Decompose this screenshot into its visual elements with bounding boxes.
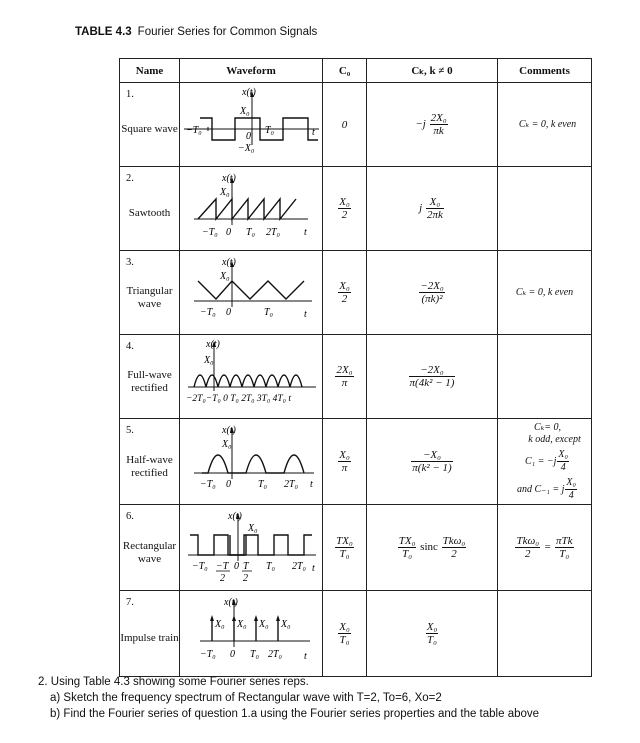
label-x0: X₀ xyxy=(215,619,225,630)
waveform-half-wave xyxy=(180,419,323,505)
row-name: Square wave xyxy=(121,123,178,135)
ck-num: TX₀ xyxy=(398,535,416,547)
row-c0 xyxy=(323,505,367,591)
full-wave-plot xyxy=(180,335,323,415)
label-t: t xyxy=(304,227,307,238)
c0-den: 2 xyxy=(338,208,351,221)
comment-line xyxy=(504,477,591,502)
row-c0 xyxy=(323,591,367,677)
c0-num: X₀ xyxy=(339,621,350,633)
row-name-cell xyxy=(120,591,180,677)
label-t0: T₀ xyxy=(250,649,260,660)
comment-line: Cₖ= 0, xyxy=(533,421,562,433)
c0-den: 2 xyxy=(338,292,351,305)
row-number: 7. xyxy=(126,597,134,608)
label-2t0: 2T₀ xyxy=(266,227,281,238)
c0-fraction xyxy=(335,535,354,560)
row-name-cell xyxy=(120,83,180,167)
label-neg-t-half: −T xyxy=(216,561,229,572)
row-number: 3. xyxy=(126,257,134,268)
ck-arg-den: 2 xyxy=(442,547,467,560)
comment-num: Tkω₀ xyxy=(516,535,540,547)
ck-den: T₀ xyxy=(427,634,437,646)
c0-num: X₀ xyxy=(339,449,350,461)
row-comment xyxy=(498,167,592,251)
table-caption: Fourier Series for Common Signals xyxy=(137,26,318,38)
label-axis: −2T₀−T₀ 0 T₀ 2T₀ 3T₀ 4T₀ t xyxy=(186,394,291,404)
table-row xyxy=(120,591,592,677)
comment-c1: C₁ = −j xyxy=(524,455,557,467)
sawtooth-wave-plot xyxy=(180,167,323,247)
comment-den: 4 xyxy=(557,461,569,474)
square-wave-plot xyxy=(180,83,323,163)
comment-num: πTk xyxy=(556,535,573,547)
row-ck xyxy=(367,167,498,251)
label-t: t xyxy=(312,127,315,138)
table-row xyxy=(120,335,592,419)
comment-den: T₀ xyxy=(555,547,574,560)
ck-fraction xyxy=(430,112,448,137)
ck-num: X₀ xyxy=(426,621,438,633)
ck-fraction xyxy=(426,621,439,646)
label-xt: x(t) xyxy=(222,173,236,184)
label-t0: T₀ xyxy=(246,227,256,238)
row-comment xyxy=(498,419,592,505)
ck-arg-num: Tkω₀ xyxy=(442,535,466,547)
c0-num: X₀ xyxy=(339,280,350,292)
comment-num: X₀ xyxy=(558,448,568,460)
comment-den: 4 xyxy=(565,489,577,502)
row-comment: Cₖ = 0, k even xyxy=(498,83,592,167)
ck-sinc-arg xyxy=(442,535,467,560)
comment-line: k odd, except xyxy=(528,433,581,445)
ck-den: T₀ xyxy=(398,547,417,560)
row-name: Impulse train xyxy=(120,632,179,644)
label-neg-x0: −X₀ xyxy=(238,143,255,154)
comment-line xyxy=(504,449,591,474)
label-neg-t0: −T₀ xyxy=(200,479,216,490)
row-name-cell xyxy=(120,419,180,505)
row-name: Rectangular wave xyxy=(122,539,177,565)
c0-num: 2X₀ xyxy=(336,364,353,376)
label-xt: x(t) xyxy=(222,425,236,436)
row-ck xyxy=(367,335,498,419)
ck-fraction xyxy=(411,449,452,474)
label-neg-t0: −T₀ xyxy=(202,227,218,238)
header-ck: Cₖ, k ≠ 0 xyxy=(367,59,498,83)
row-comment xyxy=(498,591,592,677)
header-c0: C₀ xyxy=(323,59,367,83)
c0-num: TX₀ xyxy=(336,535,353,547)
label-t: t xyxy=(312,563,315,574)
row-name: Triangular wave xyxy=(126,284,173,310)
row-ck xyxy=(367,591,498,677)
waveform-impulse xyxy=(180,591,323,677)
header-waveform: Waveform xyxy=(180,59,323,83)
label-t0: T₀ xyxy=(265,125,275,136)
label-t-half: T xyxy=(243,561,249,572)
comment-equals: = xyxy=(543,541,552,554)
ck-den: πk xyxy=(430,124,448,137)
row-name-cell xyxy=(120,335,180,419)
header-row xyxy=(120,59,592,83)
label-zero: 0 xyxy=(226,479,231,490)
comment-den: 2 xyxy=(515,547,540,560)
c0-fraction xyxy=(338,621,351,646)
label-neg-t0: −T₀ xyxy=(200,649,216,660)
table-row xyxy=(120,505,592,591)
comment-fraction xyxy=(557,449,569,474)
ck-fraction xyxy=(409,364,456,389)
waveform-full-wave xyxy=(180,335,323,419)
header-comments: Comments xyxy=(498,59,592,83)
label-zero: 0 xyxy=(226,227,231,238)
label-neg-t0: −T₀ xyxy=(186,125,202,136)
row-comment xyxy=(498,335,592,419)
row-number: 5. xyxy=(126,425,134,436)
waveform-rectangular xyxy=(180,505,323,591)
label-x0: X₀ xyxy=(281,619,291,630)
table-row xyxy=(120,167,592,251)
c0-den: T₀ xyxy=(335,547,354,560)
row-c0: 0 xyxy=(323,83,367,167)
c0-fraction xyxy=(338,449,351,474)
ck-den: 2πk xyxy=(426,209,443,221)
row-number: 2. xyxy=(126,173,134,184)
fourier-series-table xyxy=(119,58,592,677)
row-name: Sawtooth xyxy=(128,207,171,219)
label-t0: T₀ xyxy=(264,307,274,318)
row-name-cell xyxy=(120,251,180,335)
question-a: a) Sketch the frequency spectrum of Rectangular wave with T=2, To=6, Xo=2 xyxy=(50,692,442,704)
label-xt: x(t) xyxy=(222,257,236,268)
label-zero: 0 xyxy=(226,307,231,318)
rectangular-wave-plot xyxy=(180,505,323,587)
c0-fraction xyxy=(338,196,351,221)
label-x0: X₀ xyxy=(237,619,247,630)
row-number: 6. xyxy=(126,511,134,522)
waveform-sawtooth xyxy=(180,167,323,251)
ck-num: −2X₀ xyxy=(420,280,444,292)
row-name-cell xyxy=(120,167,180,251)
ck-den: π(k² − 1) xyxy=(412,462,452,474)
c0-num: X₀ xyxy=(339,196,350,208)
row-name: Half-wave rectified xyxy=(126,453,173,479)
row-ck xyxy=(367,83,498,167)
label-xt: x(t) xyxy=(206,339,220,350)
label-x0: X₀ xyxy=(222,439,232,450)
ck-den: π(4k² − 1) xyxy=(409,377,455,389)
label-zero: 0 xyxy=(246,131,251,142)
row-ck xyxy=(367,505,498,591)
label-t0: T₀ xyxy=(266,561,276,572)
question-block xyxy=(38,674,539,722)
row-name: Full-wave rectified xyxy=(127,368,172,394)
c0-fraction xyxy=(335,364,353,389)
row-c0 xyxy=(323,419,367,505)
row-name-cell xyxy=(120,505,180,591)
impulse-train-plot xyxy=(180,591,323,673)
comment-fraction xyxy=(515,535,540,560)
c0-den: T₀ xyxy=(339,634,350,646)
header-name: Name xyxy=(120,59,180,83)
label-zero: 0 xyxy=(230,649,235,660)
label-neg-t0: −T₀ xyxy=(200,307,216,318)
row-number: 1. xyxy=(126,89,134,100)
label-x0: X₀ xyxy=(259,619,269,630)
table-row xyxy=(120,251,592,335)
row-comment xyxy=(498,505,592,591)
label-x0: X₀ xyxy=(204,355,214,366)
c0-fraction xyxy=(338,280,351,305)
table-row xyxy=(120,419,592,505)
row-comment: Cₖ = 0, k even xyxy=(498,251,592,335)
row-ck xyxy=(367,419,498,505)
half-wave-plot xyxy=(180,419,323,501)
label-xt: x(t) xyxy=(228,511,242,522)
table-number: TABLE 4.3 xyxy=(75,26,132,38)
label-t: t xyxy=(304,309,307,320)
ck-num: X₀ xyxy=(429,196,441,208)
comment-fraction xyxy=(555,535,574,560)
row-ck xyxy=(367,251,498,335)
ck-fraction xyxy=(398,535,417,560)
ck-fraction xyxy=(426,196,444,221)
row-c0 xyxy=(323,251,367,335)
comment-num: X₀ xyxy=(566,476,577,488)
label-xt: x(t) xyxy=(224,597,238,608)
label-two: 2 xyxy=(243,573,248,584)
row-c0 xyxy=(323,335,367,419)
label-t: t xyxy=(310,479,313,490)
label-2t0: 2T₀ xyxy=(292,561,307,572)
label-zero: 0 xyxy=(234,561,239,572)
row-number: 4. xyxy=(126,341,134,352)
table-title xyxy=(75,26,317,38)
question-main: 2. Using Table 4.3 showing some Fourier series reps. xyxy=(38,676,309,688)
ck-num: −X₀ xyxy=(423,449,441,461)
label-x0: X₀ xyxy=(248,523,258,534)
ck-fraction xyxy=(419,280,444,305)
label-2t0: 2T₀ xyxy=(268,649,283,660)
ck-prefix: j xyxy=(419,202,423,215)
label-x0: X₀ xyxy=(220,187,230,198)
label-t0: T₀ xyxy=(258,479,268,490)
comment-c-1: and C₋₁ = j xyxy=(516,483,565,495)
table-row xyxy=(120,83,592,167)
ck-num: −2X₀ xyxy=(420,364,444,376)
waveform-square xyxy=(180,83,323,167)
comment-fraction xyxy=(565,477,577,502)
c0-den: π xyxy=(335,376,353,389)
label-x0: X₀ xyxy=(220,271,230,282)
label-2t0: 2T₀ xyxy=(284,479,299,490)
triangular-wave-plot xyxy=(180,251,323,331)
row-c0 xyxy=(323,167,367,251)
label-t: t xyxy=(304,651,307,662)
label-x0: X₀ xyxy=(240,106,250,117)
ck-den: (πk)² xyxy=(419,292,444,305)
label-two: 2 xyxy=(220,573,225,584)
waveform-triangular xyxy=(180,251,323,335)
ck-sinc: sinc xyxy=(420,541,438,554)
label-xt: x(t) xyxy=(242,87,256,98)
ck-prefix: −j xyxy=(415,118,426,131)
ck-num: 2X₀ xyxy=(430,112,447,124)
question-b: b) Find the Fourier series of question 1.a using the Fourier series properties and the table above xyxy=(50,708,540,720)
label-neg-t0: −T₀ xyxy=(192,561,208,572)
c0-den: π xyxy=(338,461,351,474)
